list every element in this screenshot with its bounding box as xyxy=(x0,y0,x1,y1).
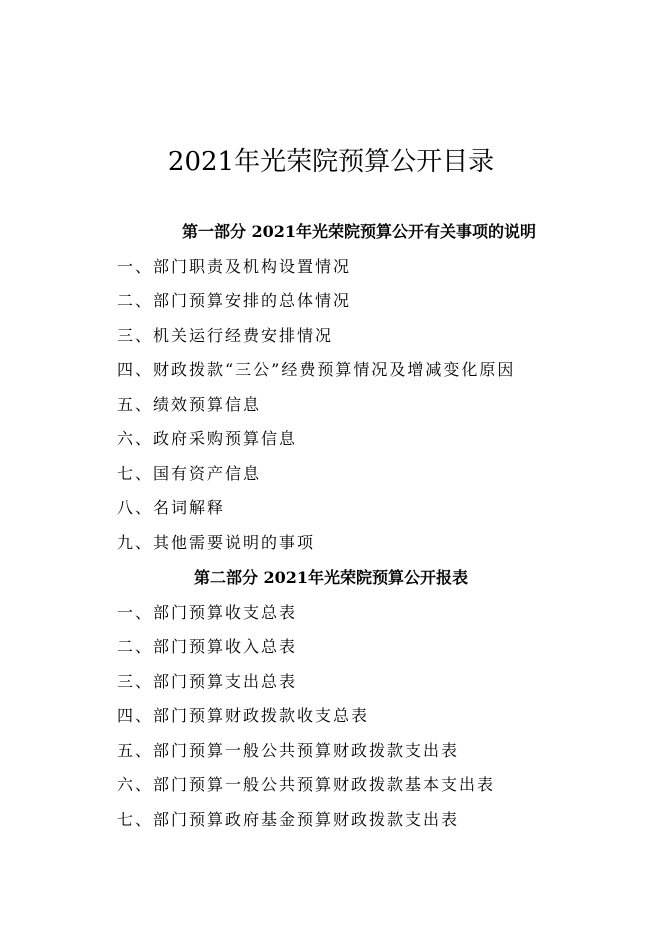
part1-item-8: 八、名词解释 xyxy=(117,498,226,517)
part2-item-6: 六、部门预算一般公共预算财政拨款基本支出表 xyxy=(117,775,496,794)
part2-item-3: 三、部门预算支出总表 xyxy=(117,672,298,691)
part1-item-7: 七、国有资产信息 xyxy=(117,464,262,483)
part1-item-2: 二、部门预算安排的总体情况 xyxy=(117,291,352,310)
part2-item-4: 四、部门预算财政拨款收支总表 xyxy=(117,706,370,725)
part2-item-1: 一、部门预算收支总表 xyxy=(117,603,298,622)
part2-item-5: 五、部门预算一般公共预算财政拨款支出表 xyxy=(117,741,460,760)
document-title: 2021年光荣院预算公开目录 xyxy=(167,147,495,177)
part2-heading: 第二部分 2021年光荣院预算公开报表 xyxy=(193,568,469,587)
part1-item-5: 五、绩效预算信息 xyxy=(117,395,262,414)
part1-item-3: 三、机关运行经费安排情况 xyxy=(117,326,334,345)
part1-item-1: 一、部门职责及机构设置情况 xyxy=(117,257,352,276)
part2-item-7: 七、部门预算政府基金预算财政拨款支出表 xyxy=(117,810,460,829)
part2-item-2: 二、部门预算收入总表 xyxy=(117,637,298,656)
part1-item-4: 四、财政拨款“三公”经费预算情况及增减变化原因 xyxy=(117,360,516,379)
part1-heading: 第一部分 2021年光荣院预算公开有关事项的说明 xyxy=(181,222,537,241)
part1-item-9: 九、其他需要说明的事项 xyxy=(117,533,316,552)
part1-item-6: 六、政府采购预算信息 xyxy=(117,429,298,448)
